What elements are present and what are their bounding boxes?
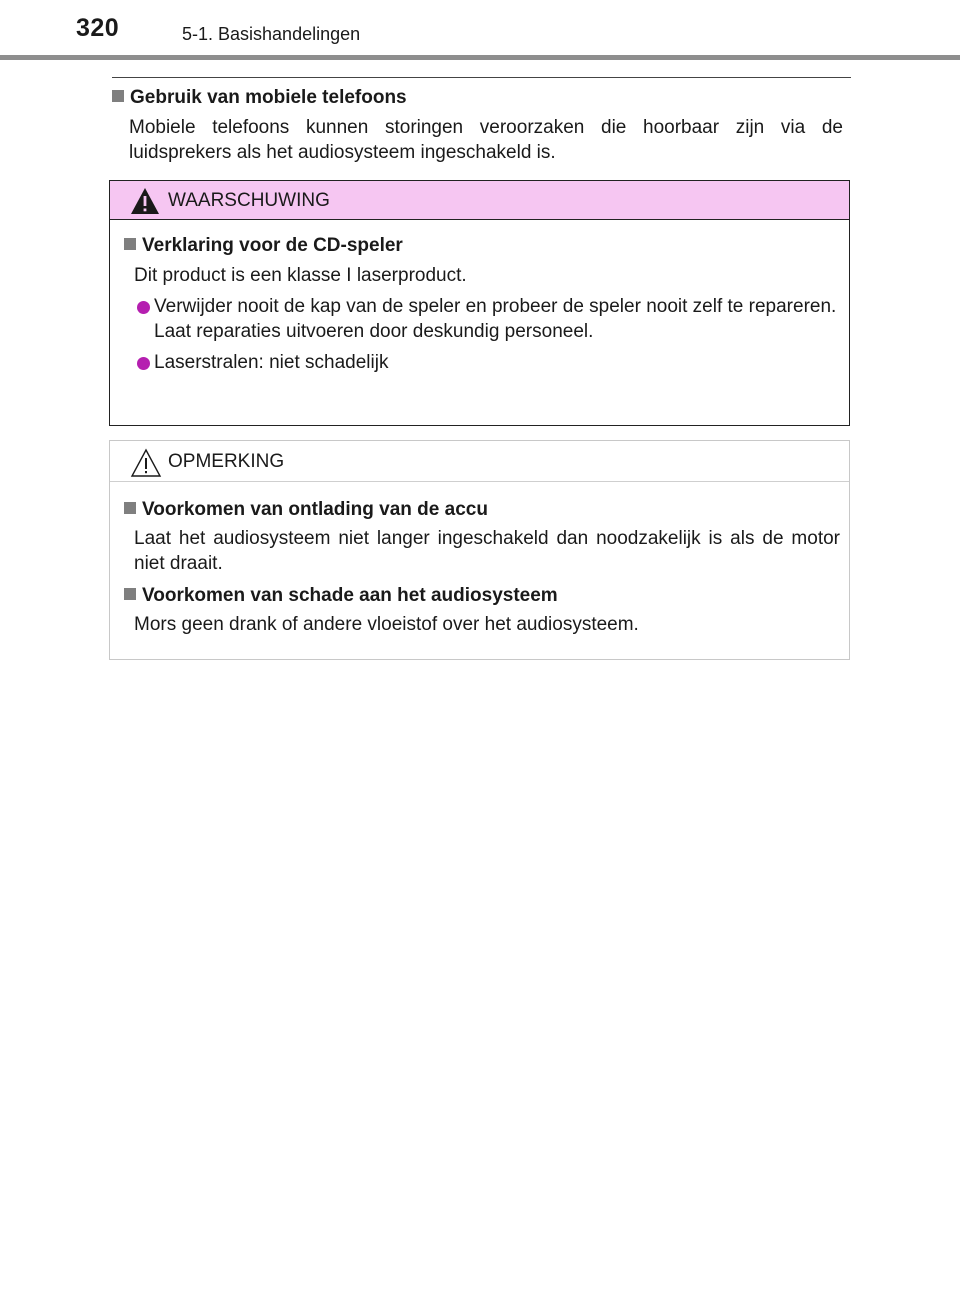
warning-text: Dit product is een klasse I laserproduct. [134,265,467,286]
bullet-text: Laserstralen: niet schadelijk [154,352,389,373]
intro-heading [112,86,851,110]
note-label: OPMERKING [168,451,285,472]
header-rule [0,55,960,60]
note-heading-text: Voorkomen van ontlading van de accu [142,499,488,520]
caution-triangle-icon [130,448,162,483]
list-item [124,350,840,375]
note-heading [124,498,840,522]
note-heading [124,584,840,608]
list-item [124,294,840,344]
note-box [109,440,850,660]
section-title: 5-1. Basishandelingen [182,24,361,44]
note-text: Mors geen drank of andere vloeistof over het audiosysteem. [134,614,639,635]
divider [112,77,851,78]
warning-body [110,220,849,375]
intro-text: Mobiele telefoons kunnen storingen veroorzaken die hoorbaar zijn via de luidsprekers als het audiosysteem ingeschakeld is. [129,117,843,163]
intro-heading-text: Gebruik van mobiele telefoons [130,87,407,108]
bullet-text: Verwijder nooit de kap van de speler en probeer de speler nooit zelf te repareren. [154,296,837,317]
bullet-text-continued: Laat reparaties uitvoeren door deskundig personeel. [154,321,594,342]
page-number: 320 [76,14,120,42]
note-body [110,482,849,637]
square-bullet-icon [124,238,136,250]
warning-header [110,181,849,220]
note-heading-text: Voorkomen van schade aan het audiosysteem [142,585,558,606]
warning-heading [124,234,840,258]
warning-heading-text: Verklaring voor de CD-speler [142,235,403,256]
square-bullet-icon [124,588,136,600]
note-header [110,441,849,482]
square-bullet-icon [124,502,136,514]
bullet-dot-icon [137,301,150,314]
warning-label: WAARSCHUWING [168,190,330,211]
note-text: Laat het audiosysteem niet langer ingeschakeld dan noodzakelijk is als de motor niet draait. [134,528,840,574]
square-bullet-icon [112,90,124,102]
bullet-dot-icon [137,357,150,370]
intro-section [112,86,851,165]
warning-triangle-icon [130,187,160,220]
warning-box [109,180,850,426]
